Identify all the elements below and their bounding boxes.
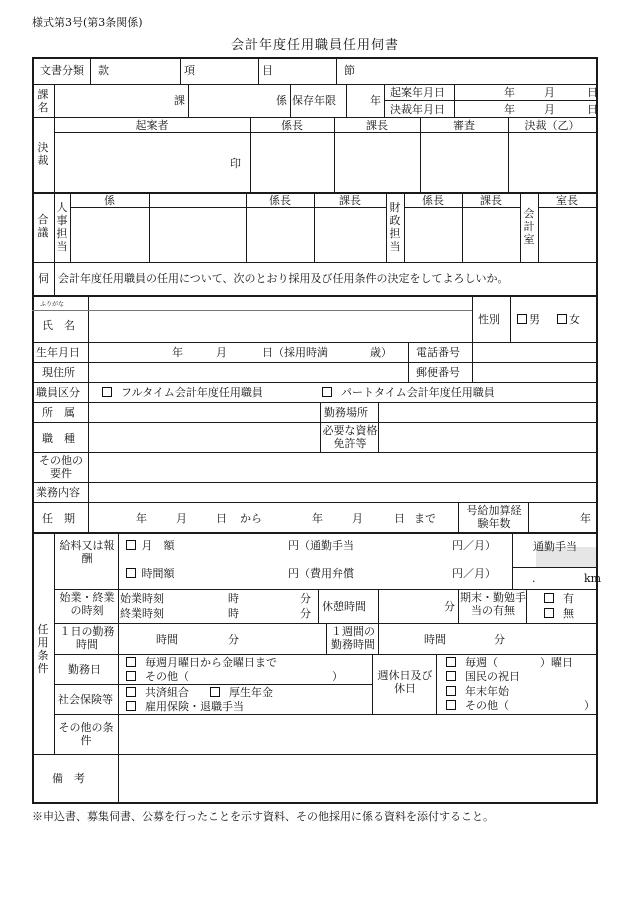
monthly-text: 月 額 [141, 539, 175, 552]
birth-month: 月 [216, 346, 227, 359]
fulltime-checkbox[interactable] [102, 387, 112, 397]
fulltime-option[interactable] [102, 386, 263, 399]
grid-line [54, 132, 598, 133]
employment-ins-text: 雇用保険・退職手当 [145, 700, 244, 713]
other-holiday-checkbox[interactable] [446, 700, 456, 710]
chief-header: 係長 [281, 119, 303, 132]
work-time-label: 始業・終業の時刻 [59, 591, 115, 617]
female-option[interactable] [557, 313, 580, 326]
decision-year: 年 [504, 103, 515, 116]
national-holiday-text: 国民の祝日 [465, 670, 520, 683]
national-holiday-checkbox[interactable] [446, 671, 456, 681]
section-chief-header: 課長 [366, 119, 388, 132]
grid-line [88, 502, 89, 532]
grid-line [54, 262, 55, 295]
draft-month: 月 [544, 86, 555, 99]
ka-label: 課 [174, 94, 185, 107]
conditions-label: 任 用 条 件 [37, 623, 49, 675]
grid-line [458, 589, 459, 623]
approval-label: 決 裁 [37, 141, 49, 167]
daily-hours-label: １日の勤務時間 [59, 625, 115, 651]
bonus-no-text: 無 [563, 607, 574, 620]
mon-fri-text: 毎週月曜日から金曜日まで [145, 656, 277, 669]
affiliation-label: 所 属 [42, 406, 75, 419]
other-req-label: その他の要件 [39, 454, 83, 480]
female-checkbox[interactable] [557, 314, 567, 324]
birth-year: 年 [172, 346, 183, 359]
other-workday-checkbox[interactable] [126, 671, 136, 681]
grid-line [346, 84, 347, 117]
other-workday-text: その他（ [145, 670, 189, 683]
grid-line [318, 589, 319, 623]
draft-year: 年 [504, 86, 515, 99]
form-title: 会計年度任用職員任用伺書 [230, 38, 399, 53]
grid-line [378, 589, 379, 623]
mon-fri-option[interactable] [126, 656, 277, 669]
term-start-day: 日 [216, 512, 227, 525]
insurance-label: 社会保険等 [58, 693, 113, 706]
grid-line [32, 262, 598, 263]
grid-line [88, 402, 89, 452]
job-type-label: 職 種 [42, 432, 75, 445]
grid-line [70, 207, 386, 208]
employment-ins-checkbox[interactable] [126, 701, 136, 711]
grid-line [404, 207, 520, 208]
dept-label: 課 名 [37, 88, 49, 114]
address-label: 現住所 [42, 366, 75, 379]
accounting-label: 会 計 室 [523, 207, 535, 246]
grid-line [88, 452, 89, 502]
weekly-holiday-text: 毎週（ [465, 656, 498, 669]
weekly-hours-label: １週間の勤務時間 [331, 625, 375, 651]
male-checkbox[interactable] [517, 314, 527, 324]
grid-line [336, 57, 337, 84]
kan-label: 款 [98, 64, 109, 77]
finance-label: 財 政 担 当 [389, 201, 401, 253]
grid-line [32, 422, 598, 423]
grid-line [32, 382, 598, 383]
phone-label: 電話番号 [416, 346, 460, 359]
grid-line [188, 84, 189, 117]
term-start-month: 月 [176, 512, 187, 525]
application-form [32, 57, 602, 804]
term-label: 任 期 [42, 512, 75, 525]
workplace-label: 勤務場所 [324, 406, 368, 419]
other-workday-option[interactable] [126, 670, 189, 683]
grid-line [32, 802, 598, 804]
term-end-month: 月 [352, 512, 363, 525]
grid-line [54, 684, 372, 685]
drafter-header: 起案者 [135, 119, 169, 132]
grid-line [408, 342, 409, 382]
bonus-no-checkbox[interactable] [544, 608, 554, 618]
end-time-label: 終業時刻 [120, 607, 164, 620]
monthly-option[interactable] [126, 539, 175, 552]
term-end-day: 日 [394, 512, 405, 525]
attachment-note: ※申込書、募集伺書、公募を行ったことを示す資料、その他採用に係る資料を添付すること。 [32, 810, 494, 823]
setsu-label: 節 [344, 64, 355, 77]
grid-line [180, 57, 181, 84]
grid-line [372, 654, 373, 714]
commute-per-month: 円／月） [452, 539, 496, 552]
grid-line [510, 295, 511, 342]
decision-header: 決裁（乙） [524, 119, 580, 132]
grid-line [32, 452, 598, 453]
grid-line [32, 502, 598, 503]
office-chief-header: 室長 [556, 194, 578, 207]
grid-line [526, 589, 527, 623]
national-holiday-option[interactable] [446, 670, 520, 683]
grid-line [32, 402, 598, 403]
parttime-checkbox[interactable] [322, 387, 332, 397]
hourly-text: 時間額 [141, 567, 175, 580]
parttime-text: パートタイム会計年度任用職員 [341, 386, 495, 399]
km-dot: . [532, 572, 536, 585]
pension-option[interactable] [210, 686, 273, 699]
term-end-year: 年 [312, 512, 323, 525]
inquiry-label: 伺 [38, 272, 49, 285]
mutual-aid-option[interactable] [126, 686, 189, 699]
grid-line [54, 714, 598, 715]
moku-label: 目 [262, 64, 273, 77]
weekly-minute: 分 [494, 633, 505, 646]
hourly-checkbox[interactable] [126, 568, 136, 578]
end-hour: 時 [228, 607, 239, 620]
decision-month: 月 [544, 103, 555, 116]
new-year-option[interactable] [446, 685, 509, 698]
sex-label: 性別 [478, 313, 500, 326]
grid-line [32, 295, 598, 297]
grid-line [472, 342, 473, 382]
grid-line [378, 402, 379, 452]
retention-year: 年 [370, 94, 381, 107]
consult-chief-header: 係長 [269, 194, 291, 207]
new-year-text: 年末年始 [465, 685, 509, 698]
grid-line [88, 295, 89, 342]
remarks-label: 備 考 [52, 772, 85, 785]
bonus-no-option[interactable] [544, 607, 574, 620]
grid-line [32, 310, 472, 311]
kakari-label: 係 [276, 94, 287, 107]
grid-line [32, 362, 598, 363]
grade-years: 年 [580, 512, 591, 525]
grid-line [512, 567, 598, 568]
grid-line [118, 714, 119, 754]
grid-line [32, 342, 598, 343]
other-holiday-text: その他（ [465, 699, 509, 712]
grid-line [326, 623, 327, 654]
grid-line [472, 295, 473, 342]
age-suffix: 歳） [370, 346, 392, 359]
consult-section-chief-header: 課長 [339, 194, 361, 207]
grid-line [528, 502, 529, 532]
start-minute: 分 [300, 592, 311, 605]
grid-line [88, 342, 89, 382]
grid-line [90, 57, 91, 84]
grid-line [258, 57, 259, 84]
bonus-yes-text: 有 [563, 592, 574, 605]
seal-mark: 印 [230, 157, 241, 170]
draft-day: 日 [587, 86, 598, 99]
weekly-holiday-checkbox[interactable] [446, 657, 456, 667]
grid-line [32, 117, 598, 118]
retention-label: 保存年限 [292, 94, 336, 107]
start-hour: 時 [228, 592, 239, 605]
grid-line [320, 402, 321, 452]
grid-line [458, 502, 459, 532]
duties-label: 業務内容 [36, 486, 80, 499]
term-from: から [240, 512, 262, 525]
grid-line [118, 754, 119, 802]
monthly-checkbox[interactable] [126, 540, 136, 550]
start-time-label: 始業時刻 [120, 592, 164, 605]
salary-label: 給料又は報酬 [59, 539, 115, 565]
bonus-yes-checkbox[interactable] [544, 593, 554, 603]
birth-label: 生年月日 [36, 346, 80, 359]
daily-hour: 時間 [156, 633, 178, 646]
grid-line [32, 754, 598, 755]
break-label: 休憩時間 [322, 600, 366, 613]
grid-line [32, 57, 34, 804]
consult-kakari-header: 係 [104, 194, 115, 207]
weekday-suffix: ）曜日 [540, 656, 573, 669]
fin-section-chief-header: 課長 [480, 194, 502, 207]
decision-day: 日 [587, 103, 598, 116]
employment-ins-option[interactable] [126, 700, 244, 713]
form-reference: 様式第3号(第3条関係) [32, 16, 143, 29]
term-until: まで [414, 512, 436, 525]
other-conditions-label: その他の条件 [58, 721, 114, 747]
grid-line [538, 207, 598, 208]
weekly-holiday-option[interactable] [446, 656, 498, 669]
parttime-option[interactable] [322, 386, 495, 399]
furigana-label: ふりがな [40, 301, 65, 308]
grade-label: 号給加算経験年数 [466, 504, 522, 530]
mutual-aid-checkbox[interactable] [126, 687, 136, 697]
male-text: 男 [529, 313, 540, 326]
name-label: 氏 名 [42, 319, 75, 332]
mutual-aid-text: 共済組合 [145, 686, 189, 699]
monthly-yen: 円（通勤手当 [288, 539, 354, 552]
term-start-year: 年 [136, 512, 147, 525]
holiday-label: 週休日及び休日 [377, 669, 433, 695]
category-label: 職員区分 [36, 386, 80, 399]
other-workday-close: ） [332, 670, 343, 683]
kou-label: 項 [184, 64, 195, 77]
bonus-label: 期末・勤勉手当の有無 [460, 591, 526, 617]
birth-day: 日（採用時満 [262, 346, 328, 359]
grid-line [54, 589, 598, 590]
hourly-option[interactable] [126, 567, 175, 580]
fin-chief-header: 係長 [422, 194, 444, 207]
grid-line [88, 382, 89, 402]
grid-line [378, 623, 379, 654]
other-holiday-option[interactable] [446, 699, 509, 712]
grid-line [386, 192, 387, 262]
qualification-label: 必要な資格免許等 [322, 424, 378, 450]
fulltime-text: フルタイム会計年度任用職員 [121, 386, 263, 399]
female-text: 女 [569, 313, 580, 326]
end-minute: 分 [300, 607, 311, 620]
other-holiday-close: ） [584, 699, 595, 712]
grid-line [384, 100, 598, 101]
inquiry-text: 会計年度任用職員の任用について、次のとおり採用及び任用条件の決定をしてよろしいか。 [58, 272, 509, 285]
grid-line [436, 654, 437, 714]
grid-line [32, 84, 598, 85]
mon-fri-checkbox[interactable] [126, 657, 136, 667]
expense-per-month: 円／月） [452, 567, 496, 580]
new-year-checkbox[interactable] [446, 686, 456, 696]
commute-allowance-label: 通勤手当 [533, 540, 577, 553]
grid-line [54, 84, 55, 117]
hr-label: 人 事 担 当 [56, 201, 68, 253]
draft-date-label: 起案年月日 [390, 86, 445, 99]
km-unit: km [584, 572, 602, 585]
male-option[interactable] [517, 313, 540, 326]
grid-line [32, 532, 598, 534]
grid-line [520, 192, 521, 262]
break-minute: 分 [444, 600, 455, 613]
daily-minute: 分 [228, 633, 239, 646]
pension-text: 厚生年金 [229, 686, 273, 699]
grid-line [149, 192, 150, 262]
grid-line [54, 532, 55, 754]
decision-date-label: 決裁年月日 [390, 103, 445, 116]
weekly-hour: 時間 [424, 633, 446, 646]
grid-line [290, 84, 291, 117]
workday-label: 勤務日 [68, 663, 101, 676]
grid-line [54, 654, 598, 655]
consult-label: 合 議 [37, 213, 49, 239]
classification-label: 文書分類 [40, 64, 84, 77]
grid-line [32, 482, 598, 483]
hourly-yen: 円（費用弁償 [288, 567, 354, 580]
bonus-yes-option[interactable] [544, 592, 574, 605]
review-header: 審査 [453, 119, 475, 132]
pension-checkbox[interactable] [210, 687, 220, 697]
grid-line [596, 57, 598, 804]
postal-label: 郵便番号 [416, 366, 460, 379]
grid-line [32, 57, 598, 59]
